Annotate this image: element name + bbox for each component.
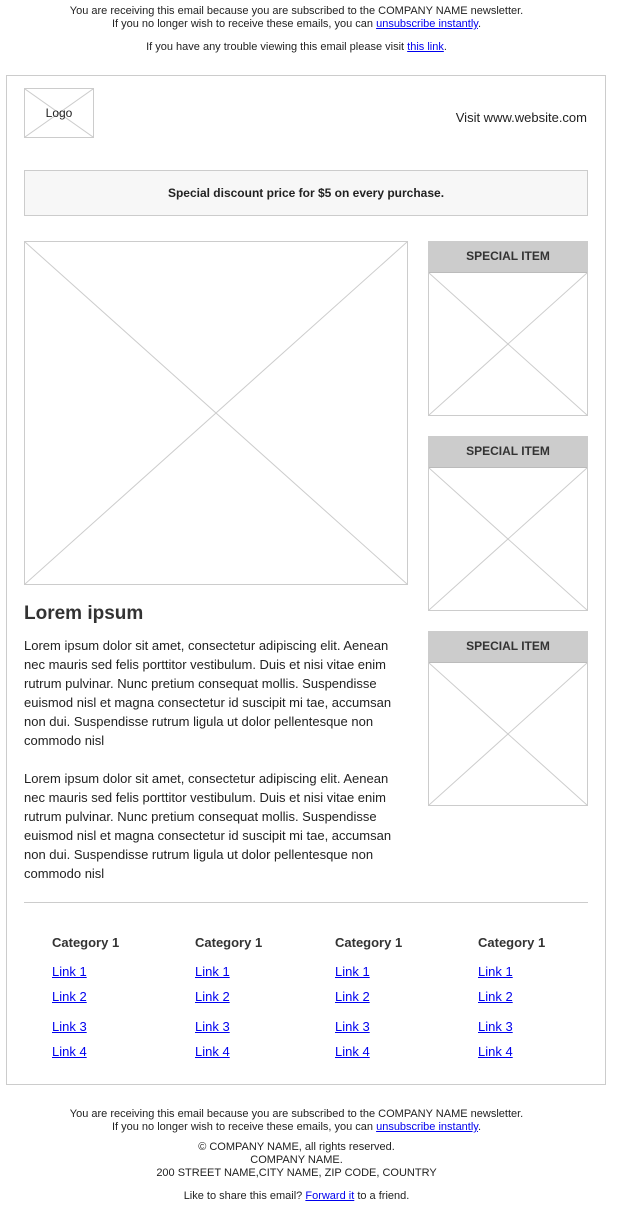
preheader bbox=[0, 5, 593, 54]
category-column bbox=[52, 935, 172, 1059]
category-link[interactable]: Link 3 bbox=[335, 1019, 370, 1034]
category-link[interactable]: Link 4 bbox=[195, 1044, 230, 1059]
footer-copyright: © COMPANY NAME, all rights reserved. bbox=[198, 1141, 395, 1153]
special-item-card[interactable] bbox=[428, 241, 588, 416]
category-link[interactable]: Link 3 bbox=[478, 1019, 513, 1034]
special-item-placeholder-cross bbox=[429, 663, 587, 805]
special-item-placeholder-cross bbox=[429, 273, 587, 415]
category-link[interactable]: Link 1 bbox=[335, 964, 370, 979]
visit-website-link[interactable]: Visit www.website.com bbox=[455, 110, 587, 125]
footer-share-suffix: to a friend. bbox=[354, 1190, 410, 1202]
logo-label: Logo bbox=[45, 106, 73, 120]
special-item-image-placeholder bbox=[429, 467, 587, 610]
unsubscribe-link[interactable]: unsubscribe instantly bbox=[376, 18, 478, 30]
footer-company: COMPANY NAME. bbox=[250, 1154, 343, 1166]
category-title: Category 1 bbox=[478, 935, 546, 950]
footer-address: 200 STREET NAME,CITY NAME, ZIP CODE, COUNTRY bbox=[156, 1167, 437, 1179]
category-link[interactable]: Link 3 bbox=[52, 1019, 87, 1034]
footer-line2-text: If you no longer wish to receive these emails, you can bbox=[111, 1121, 377, 1133]
preheader-line2 bbox=[0, 18, 593, 31]
category-link[interactable]: Link 2 bbox=[195, 989, 230, 1004]
special-item-label: SPECIAL ITEM bbox=[429, 632, 587, 662]
category-link[interactable]: Link 4 bbox=[478, 1044, 513, 1059]
preheader-line3 bbox=[0, 41, 593, 54]
hero-placeholder-cross bbox=[25, 242, 407, 584]
preheader-line2-suffix: . bbox=[477, 18, 482, 30]
preheader-line1: You are receiving this email because you are subscribed to the COMPANY NAME newsletter. bbox=[69, 5, 524, 17]
special-item-card[interactable] bbox=[428, 631, 588, 806]
footer-share-text: Like to share this email? bbox=[183, 1190, 306, 1202]
category-title: Category 1 bbox=[52, 935, 120, 950]
preheader-line3-text: If you have any trouble viewing this email please visit bbox=[146, 41, 408, 53]
special-item-label: SPECIAL ITEM bbox=[429, 437, 587, 467]
footer-line2-suffix: . bbox=[477, 1121, 482, 1133]
view-online-link[interactable]: this link bbox=[407, 41, 444, 53]
category-column bbox=[335, 935, 455, 1059]
preheader-line2-text: If you no longer wish to receive these emails, you can bbox=[111, 18, 377, 30]
footer-line1: You are receiving this email because you are subscribed to the COMPANY NAME newsletter. bbox=[69, 1108, 524, 1120]
special-item-image-placeholder bbox=[429, 662, 587, 805]
category-title: Category 1 bbox=[335, 935, 403, 950]
logo-placeholder[interactable] bbox=[24, 88, 94, 138]
category-link[interactable]: Link 2 bbox=[52, 989, 87, 1004]
category-link[interactable]: Link 1 bbox=[478, 964, 513, 979]
category-link[interactable]: Link 4 bbox=[335, 1044, 370, 1059]
footer-line2 bbox=[0, 1121, 593, 1134]
footer-share bbox=[0, 1190, 593, 1203]
category-link[interactable]: Link 4 bbox=[52, 1044, 87, 1059]
article-paragraph: Lorem ipsum dolor sit amet, consectetur adipiscing elit. Aenean nec mauris sed felis porttitor vestibulum. Duis et nisi vitae enim rutrum pulvinar. Nunc pretium consequat mollis. Suspendisse euismod nisl et magna consectetur id suscipit mi tae, accumsan non dui. Suspendisse rutrum ligula ut dolor pellentesque non commodo nisl bbox=[24, 771, 392, 881]
article-heading: Lorem ipsum bbox=[24, 603, 144, 624]
category-column bbox=[195, 935, 315, 1059]
special-item-label: SPECIAL ITEM bbox=[429, 242, 587, 272]
special-item-card[interactable] bbox=[428, 436, 588, 611]
email-container bbox=[6, 75, 606, 1085]
special-item-image-placeholder bbox=[429, 272, 587, 415]
article-paragraph: Lorem ipsum dolor sit amet, consectetur adipiscing elit. Aenean nec mauris sed felis porttitor vestibulum. Duis et nisi vitae enim rutrum pulvinar. Nunc pretium consequat mollis. Suspendisse euismod nisl et magna consectetur id suscipit mi tae, accumsan non dui. Suspendisse rutrum ligula ut dolor pellentesque non commodo nisl bbox=[24, 638, 392, 748]
category-column bbox=[478, 935, 598, 1059]
forward-link[interactable]: Forward it bbox=[305, 1190, 355, 1202]
footer-unsubscribe-link[interactable]: unsubscribe instantly bbox=[376, 1121, 478, 1133]
category-link[interactable]: Link 1 bbox=[52, 964, 87, 979]
hero-image-placeholder[interactable] bbox=[24, 241, 408, 585]
special-item-placeholder-cross bbox=[429, 468, 587, 610]
email-footer bbox=[0, 1108, 593, 1203]
preheader-line3-suffix: . bbox=[443, 41, 447, 53]
category-link[interactable]: Link 1 bbox=[195, 964, 230, 979]
discount-banner: Special discount price for $5 on every purchase. bbox=[24, 170, 588, 216]
footer-divider bbox=[24, 902, 588, 903]
category-link[interactable]: Link 2 bbox=[335, 989, 370, 1004]
category-link[interactable]: Link 2 bbox=[478, 989, 513, 1004]
category-link[interactable]: Link 3 bbox=[195, 1019, 230, 1034]
category-title: Category 1 bbox=[195, 935, 263, 950]
